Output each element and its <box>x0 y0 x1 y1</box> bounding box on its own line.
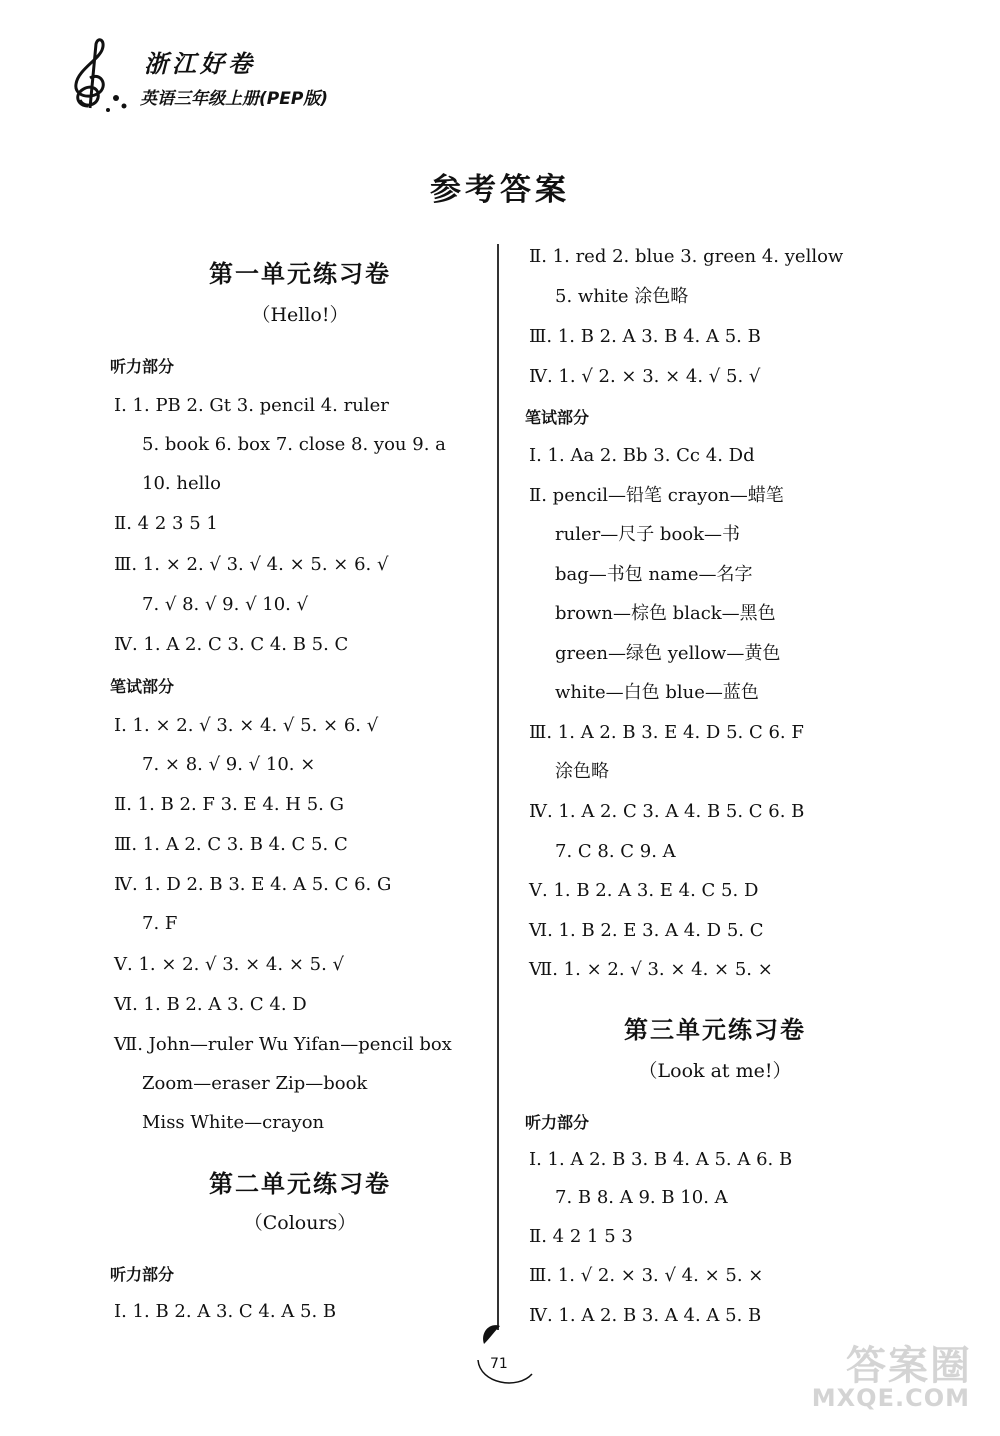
answer-line: Ⅱ. 4 2 1 5 3 <box>529 1226 633 1247</box>
answer-line: Ⅱ. 1. red 2. blue 3. green 4. yellow <box>529 246 844 267</box>
answer-line: Ⅰ. 1. × 2. √ 3. × 4. √ 5. × 6. √ <box>114 715 379 736</box>
unit3-subtitle: （Look at me!） <box>638 1060 792 1082</box>
answer-line: Ⅱ. 1. B 2. F 3. E 4. H 5. G <box>114 794 344 815</box>
answer-line: 7. √ 8. √ 9. √ 10. √ <box>142 594 309 615</box>
answer-line: Ⅲ. 1. √ 2. × 3. √ 4. × 5. × <box>529 1265 764 1286</box>
answer-line: Ⅶ. John—ruler Wu Yifan—pencil box <box>114 1034 452 1055</box>
page-number <box>470 1310 540 1400</box>
answer-line: Zoom—eraser Zip—book <box>142 1073 368 1094</box>
unit2-title: 第二单元练习卷 <box>209 1170 391 1198</box>
answer-line: Ⅰ. 1. Aa 2. Bb 3. Cc 4. Dd <box>529 445 755 466</box>
answer-line: Ⅲ. 1. × 2. √ 3. √ 4. × 5. × 6. √ <box>114 554 389 575</box>
section-listening: 听力部分 <box>110 357 175 376</box>
brand-name: 浙江好卷 <box>144 50 256 78</box>
answer-line: Ⅲ. 1. B 2. A 3. B 4. A 5. B <box>529 326 761 347</box>
unit2-subtitle: （Colours） <box>243 1212 357 1234</box>
answer-line: Miss White—crayon <box>142 1112 325 1133</box>
column-divider <box>497 244 499 1330</box>
answer-line: ruler—尺子 book—书 <box>555 524 741 545</box>
treble-clef-icon <box>60 36 140 116</box>
page-number-text: 71 <box>490 1356 508 1372</box>
answer-line: Ⅲ. 1. A 2. B 3. E 4. D 5. C 6. F <box>529 722 804 743</box>
answer-line: 7. F <box>142 913 178 934</box>
unit1-title: 第一单元练习卷 <box>209 260 391 288</box>
watermark-logo <box>782 1334 982 1424</box>
answer-line: Ⅴ. 1. B 2. A 3. E 4. C 5. D <box>529 880 759 901</box>
answer-line: Ⅰ. 1. PB 2. Gt 3. pencil 4. ruler <box>114 395 389 416</box>
book-subtitle: 英语三年级上册(PEP版) <box>140 89 329 109</box>
answer-line: 5. book 6. box 7. close 8. you 9. a <box>142 434 446 455</box>
leaf-ornament-icon <box>470 1310 540 1400</box>
unit3-title: 第三单元练习卷 <box>624 1016 806 1044</box>
answer-line: Ⅳ. 1. A 2. C 3. A 4. B 5. C 6. B <box>529 801 805 822</box>
answer-line: Ⅶ. 1. × 2. √ 3. × 4. × 5. × <box>529 959 773 980</box>
answer-line: 10. hello <box>142 473 221 494</box>
section-listening: 听力部分 <box>110 1265 175 1284</box>
answer-line: 7. B 8. A 9. B 10. A <box>555 1187 728 1208</box>
answer-line: Ⅴ. 1. × 2. √ 3. × 4. × 5. √ <box>114 954 344 975</box>
answer-line: Ⅲ. 1. A 2. C 3. B 4. C 5. C <box>114 834 348 855</box>
answer-line: Ⅳ. 1. D 2. B 3. E 4. A 5. C 6. G <box>114 874 392 895</box>
answer-line: Ⅰ. 1. B 2. A 3. C 4. A 5. B <box>114 1301 337 1322</box>
answer-line: Ⅱ. 4 2 3 5 1 <box>114 513 218 534</box>
answer-line: 5. white 涂色略 <box>555 286 689 307</box>
answer-line: Ⅵ. 1. B 2. A 3. C 4. D <box>114 994 307 1015</box>
watermark-text: 答案圈 <box>846 1343 972 1389</box>
answer-line: Ⅵ. 1. B 2. E 3. A 4. D 5. C <box>529 920 764 941</box>
answer-line: green—绿色 yellow—黄色 <box>555 643 781 664</box>
answer-line: bag—书包 name—名字 <box>555 564 753 585</box>
section-written: 笔试部分 <box>525 408 590 427</box>
unit1-subtitle: （Hello!） <box>251 304 349 326</box>
page-title: 参考答案 <box>430 172 570 208</box>
book-header <box>60 36 380 116</box>
answer-line: white—白色 blue—蓝色 <box>555 682 759 703</box>
answer-line: 7. × 8. √ 9. √ 10. × <box>142 754 316 775</box>
answer-line: brown—棕色 black—黑色 <box>555 603 776 624</box>
answer-line: Ⅳ. 1. A 2. B 3. A 4. A 5. B <box>529 1305 762 1326</box>
watermark-url: MXQE.COM <box>811 1384 970 1412</box>
answer-line: Ⅳ. 1. A 2. C 3. C 4. B 5. C <box>114 634 349 655</box>
answer-line: 涂色略 <box>555 761 609 782</box>
answer-line: Ⅱ. pencil—铅笔 crayon—蜡笔 <box>529 485 784 506</box>
answer-line: Ⅰ. 1. A 2. B 3. B 4. A 5. A 6. B <box>529 1149 793 1170</box>
section-written: 笔试部分 <box>110 677 175 696</box>
answer-line: 7. C 8. C 9. A <box>555 841 676 862</box>
section-listening: 听力部分 <box>525 1113 590 1132</box>
answer-line: Ⅳ. 1. √ 2. × 3. × 4. √ 5. √ <box>529 366 761 387</box>
